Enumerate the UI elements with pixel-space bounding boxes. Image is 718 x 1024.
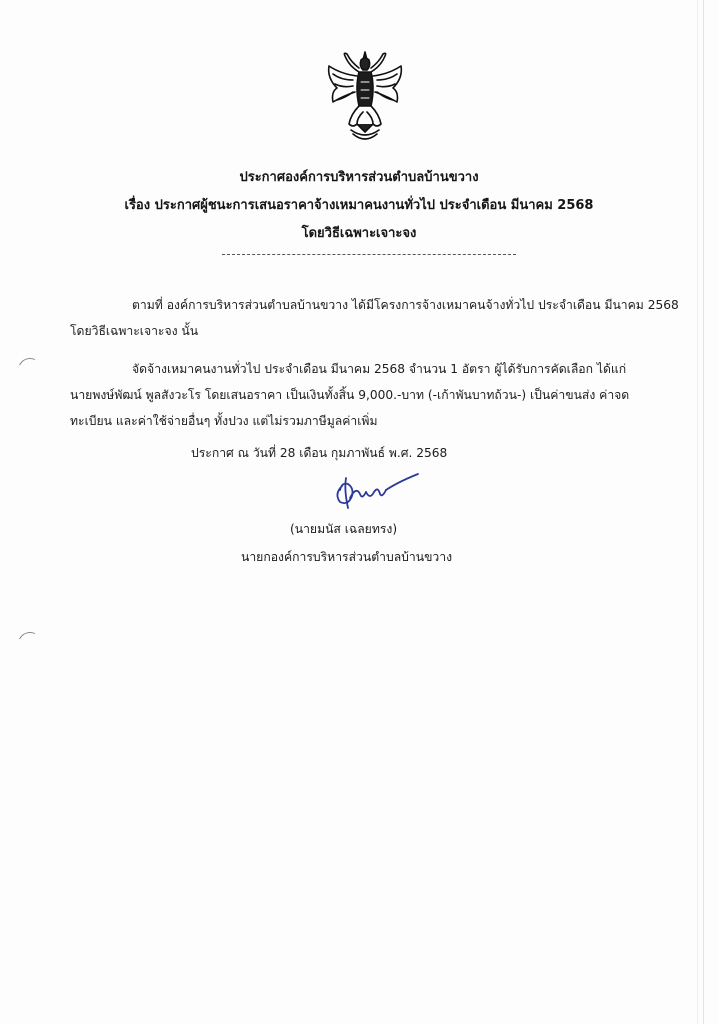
garuda-emblem-icon [323,48,407,144]
signatory-position: นายกองค์การบริหารส่วนตำบลบ้านขวาง [241,550,453,564]
announcement-title: ประกาศองค์การบริหารส่วนตำบลบ้านขวาง [239,170,479,185]
announcement-date: ประกาศ ณ วันที่ 28 เดือน กุมภาพันธ์ พ.ศ. 2568 [191,446,448,460]
punch-hole-mark [15,355,46,386]
announcement-subject: เรื่อง ประกาศผู้ชนะการเสนอราคาจ้างเหมาคนงานทั่วไป ประจำเดือน มีนาคม 2568 [124,198,594,213]
paragraph-2-line-3: ทะเบียน และค่าใช้จ่ายอื่นๆ ทั้งปวง แต่ไม่รวมภาษีมูลค่าเพิ่ม [70,414,378,428]
paragraph-1-line-1: ตามที่ องค์การบริหารส่วนตำบลบ้านขวาง ได้มีโครงการจ้างเหมาคนจ้างทั่วไป ประจำเดือน มีนาคม 2568 [132,298,679,312]
paragraph-1-line-2: โดยวิธีเฉพาะเจาะจง นั้น [70,324,199,338]
header-divider [222,254,516,255]
paragraph-2-line-2: นายพงษ์พัฒน์ พูลสังวะโร โดยเสนอราคา เป็นเงินทั้งสิ้น 9,000.-บาท (-เก้าพันบาทถ้วน-) เป็นค่าขนส่ง ค่าจด [70,388,630,402]
page-edge-line [703,0,704,1024]
handwritten-signature [326,468,422,514]
paragraph-2-line-1: จัดจ้างเหมาคนงานทั่วไป ประจำเดือน มีนาคม 2568 จำนวน 1 อัตรา ผู้ได้รับการคัดเลือก ได้แก่ [132,362,627,376]
page-edge-line [697,0,698,1024]
signatory-name: (นายมนัส เฉลยทรง) [290,522,398,536]
announcement-method: โดยวิธีเฉพาะเจาะจง [301,226,417,241]
punch-hole-mark [15,629,46,660]
